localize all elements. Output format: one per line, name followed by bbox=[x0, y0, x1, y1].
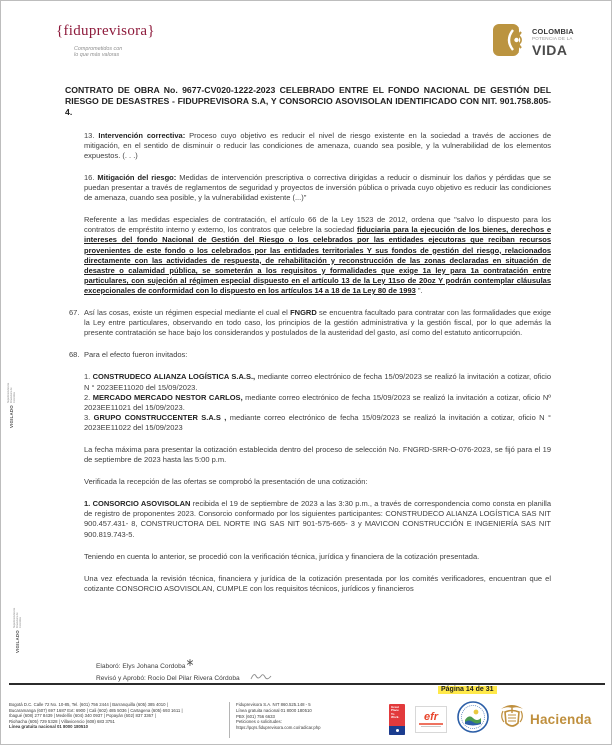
pqrs-url: https://pqrs.fiduprevisora.com.co/radicar.php bbox=[236, 725, 321, 731]
efr-certification-icon: efr bbox=[415, 706, 447, 733]
paragraph-verificada: Verificada la recepción de las ofertas se comprobó la presentación de una cotización: bbox=[84, 477, 368, 487]
great-place-to-work-badge-icon: Great Place To Work. bbox=[389, 704, 405, 735]
brand-tagline: Comprometidos con lo que más valoras bbox=[74, 46, 123, 59]
hacienda-coat-of-arms-icon bbox=[499, 701, 525, 738]
reviso-line: Revisó y Aprobó: Rocío Del Pilar Rivera Córdoba bbox=[96, 672, 272, 684]
hacienda-logo: Hacienda bbox=[499, 701, 592, 738]
invitation-list bbox=[65, 372, 551, 433]
colombia-vida-icon bbox=[493, 23, 527, 62]
page-number-badge: Página 14 de 31 bbox=[438, 686, 497, 694]
ministry-seal-icon bbox=[457, 701, 489, 738]
paragraph-cotizacion: 1. CONSORCIO ASOVISOLAN recibida el 19 de septiembre de 2023 a las 3:30 p.m., a través de correspondencia como consta en planilla de registro de proponentes 2023. Consorcio conformado por los siguientes participantes: CONSTRUDECO ALIANZA LOGÍSTICA SAS NIT 900.457.431- 8, CONSTRUCTORA DEL NORTE ING SAS NIT 901-575-665- 3 y MAVICON CONSTRUCCIÓN E INGENIERÍA SAS NIT 900.819.743-5. bbox=[84, 499, 551, 539]
footer-offices: Bogotá D.C. Calle 72 No. 10-85, Tel. (601) 756 2444 | Barranquilla (605) 385 4010 | Bucaramanga (607) 697 1687 Ext: 6900 | Cali (602) 485 5036 | Cartagena (605) 693 1611 | Ibagué (608) 277 8439 | Medellín (604) 340 0937 | Popayán (602) 837 3367 | Riohacha (605) 729 5328 | Villavicencio (608) 683 3751 Línea gratuita nacional 01 8000 180510 bbox=[9, 702, 183, 730]
signature-block bbox=[96, 661, 272, 684]
paragraph-16: 16. Mitigación del riesgo: Medidas de intervención prescriptiva o correctiva dirigidas a reducir o disminuir los daños y pérdidas que se puedan presentar a través de reglamentos de seguridad y proyectos de inversión pública o privada cuyo objetivo es reducir las condiciones de amenaza, cuando sea posible, y la vulnerabilidad existente (...)" bbox=[84, 173, 551, 203]
paragraph-67: 67. Así las cosas, existe un régimen especial mediante el cual el FNGRD se encuentra facultado para contratar con las formalidades que exige la Ley entre particulares, observando en todo caso, los principios de la gestión administrativa y la gestión fiscal, por lo que además la presente contratación se hace bajo los considerandos y postulados de la austeridad del gasto, así como del estatuto anticorrupción. bbox=[69, 308, 551, 338]
document-body bbox=[65, 85, 551, 606]
contract-title: CONTRATO DE OBRA No. 9677-CV020-1222-2023 CELEBRADO ENTRE EL FONDO NACIONAL DE GESTIÓN DEL RIESGO DE DESASTRES - FIDUPREVISORA S.A, Y CONSORCIO ASOVISOLAN IDENTIFICADO CON NIT. 901.758.805-4. bbox=[65, 85, 551, 117]
invite-item-2: 2. MERCADO MERCADO NESTOR CARLOS, mediante correo electrónico de fecha 15/09/2023 se realizó la invitación a cotizar, oficio Nº 2023EE11021 del 15/09/2023. bbox=[84, 392, 551, 412]
paragraph-una-vez: Una vez efectuada la revisión técnica, financiera y jurídica de la cotización presentada por los comités verificadores, encuentran que el cotizante CONSORCIO ASOVISOLAN, CUMPLE con los requisitos técnicos, jurídicos y financieros bbox=[84, 573, 551, 593]
footer-company-info: Fiduprevisora S.A. NIT 860.525.148 - 5 Línea gratuita nacional 01 8000 180510 PBX (601) 756 6633 Peticiones o solicitudes: https://pqrs.fiduprevisora.com.co/radicar.php bbox=[236, 702, 371, 731]
elaboro-initial-mark bbox=[187, 659, 193, 670]
vigilado-stamp: VIGILADO Superintendencia Financiera de Colombia bbox=[7, 382, 16, 428]
paragraph-68: 68. Para el efecto fueron invitados: bbox=[69, 350, 188, 360]
paragraph-13: 13. Intervención correctiva: Proceso cuyo objetivo es reducir el nivel de riesgo existente en la sociedad a través de acciones de mitigación, en el sentido de disminuir o reducir las condiciones de amenaza, cuando sea posible, y la vulnerabilidad de los elementos expuestos. (. . .) bbox=[84, 130, 551, 160]
colombia-gov-wordmark: COLOMBIA POTENCIA DE LA VIDA bbox=[532, 27, 574, 58]
footer-rule bbox=[9, 683, 605, 685]
invite-item-3: 3. GRUPO CONSTRUCCENTER S.A.S , mediante correo electrónico de fecha 15/09/2023 se realizó la invitación a cotizar, oficio N ° 2023EE11022 del 15/09/2023 bbox=[84, 412, 551, 432]
elaboro-line: Elaboró: Elys Johana Cordoba bbox=[96, 661, 272, 672]
footer-divider bbox=[229, 702, 230, 738]
paragraph-teniendo: Teniendo en cuenta lo anterior, se procedió con la verificación técnica, jurídica y financiera de la cotización presentada. bbox=[84, 551, 480, 561]
colombia-gov-logo bbox=[493, 23, 574, 62]
paragraph-referente: Referente a las medidas especiales de contratación, el artículo 66 de la Ley 1523 de 2012, ordena que "salvo lo dispuesto para los contratos de empréstito interno y externo, los contratos que celebre la sociedad fiduciaria para la ejecución de los bienes, derechos e intereses del fondo Nacional de Gestión del Riesgo o los celebrados por las entidades ejecutoras que reciban recursos provenientes de este fondo o los celebrados por las entidades territoriales Y sus fondos de gestión del riesgo, relacionados directamente con las actividades de respuesta, de rehabilitación y reconstrucción de las zonas declaradas en situación de desastre o calamidad pública, se someterán a los requisitos y formalidades que exige 1a ley para 1a contratación entre particulares, con sujeción al régimen especial dispuesto en el artículo 13 de la Ley 11so de 20oz Y podrán contemplar cláusulas excepcionales de conformidad con lo dispuesto en los artículos 14 a 18 de 1a Ley 80 de 1993 ". bbox=[84, 215, 551, 295]
paragraph-fecha-maxima: La fecha máxima para presentar la cotización establecida dentro del proceso de selección No. FNGRD-SRR-O-076-2023, se fijó para el 19 de septiembre de 2023 hasta las 5:00 p.m. bbox=[84, 444, 551, 465]
footer-logos bbox=[389, 701, 592, 738]
fiduprevisora-logo: {fiduprevisora} bbox=[56, 23, 155, 39]
invite-item-1: 1. CONSTRUDECO ALIANZA LOGÍSTICA S.A.S., mediante correo electrónico de fecha 15/09/2023 se realizó la invitación a cotizar, oficio N ° 2023EE11020 del 15/09/2023. bbox=[84, 372, 552, 392]
vigilado-stamp-2: VIGILADO Superintendencia Financiera de Colombia bbox=[13, 607, 22, 653]
